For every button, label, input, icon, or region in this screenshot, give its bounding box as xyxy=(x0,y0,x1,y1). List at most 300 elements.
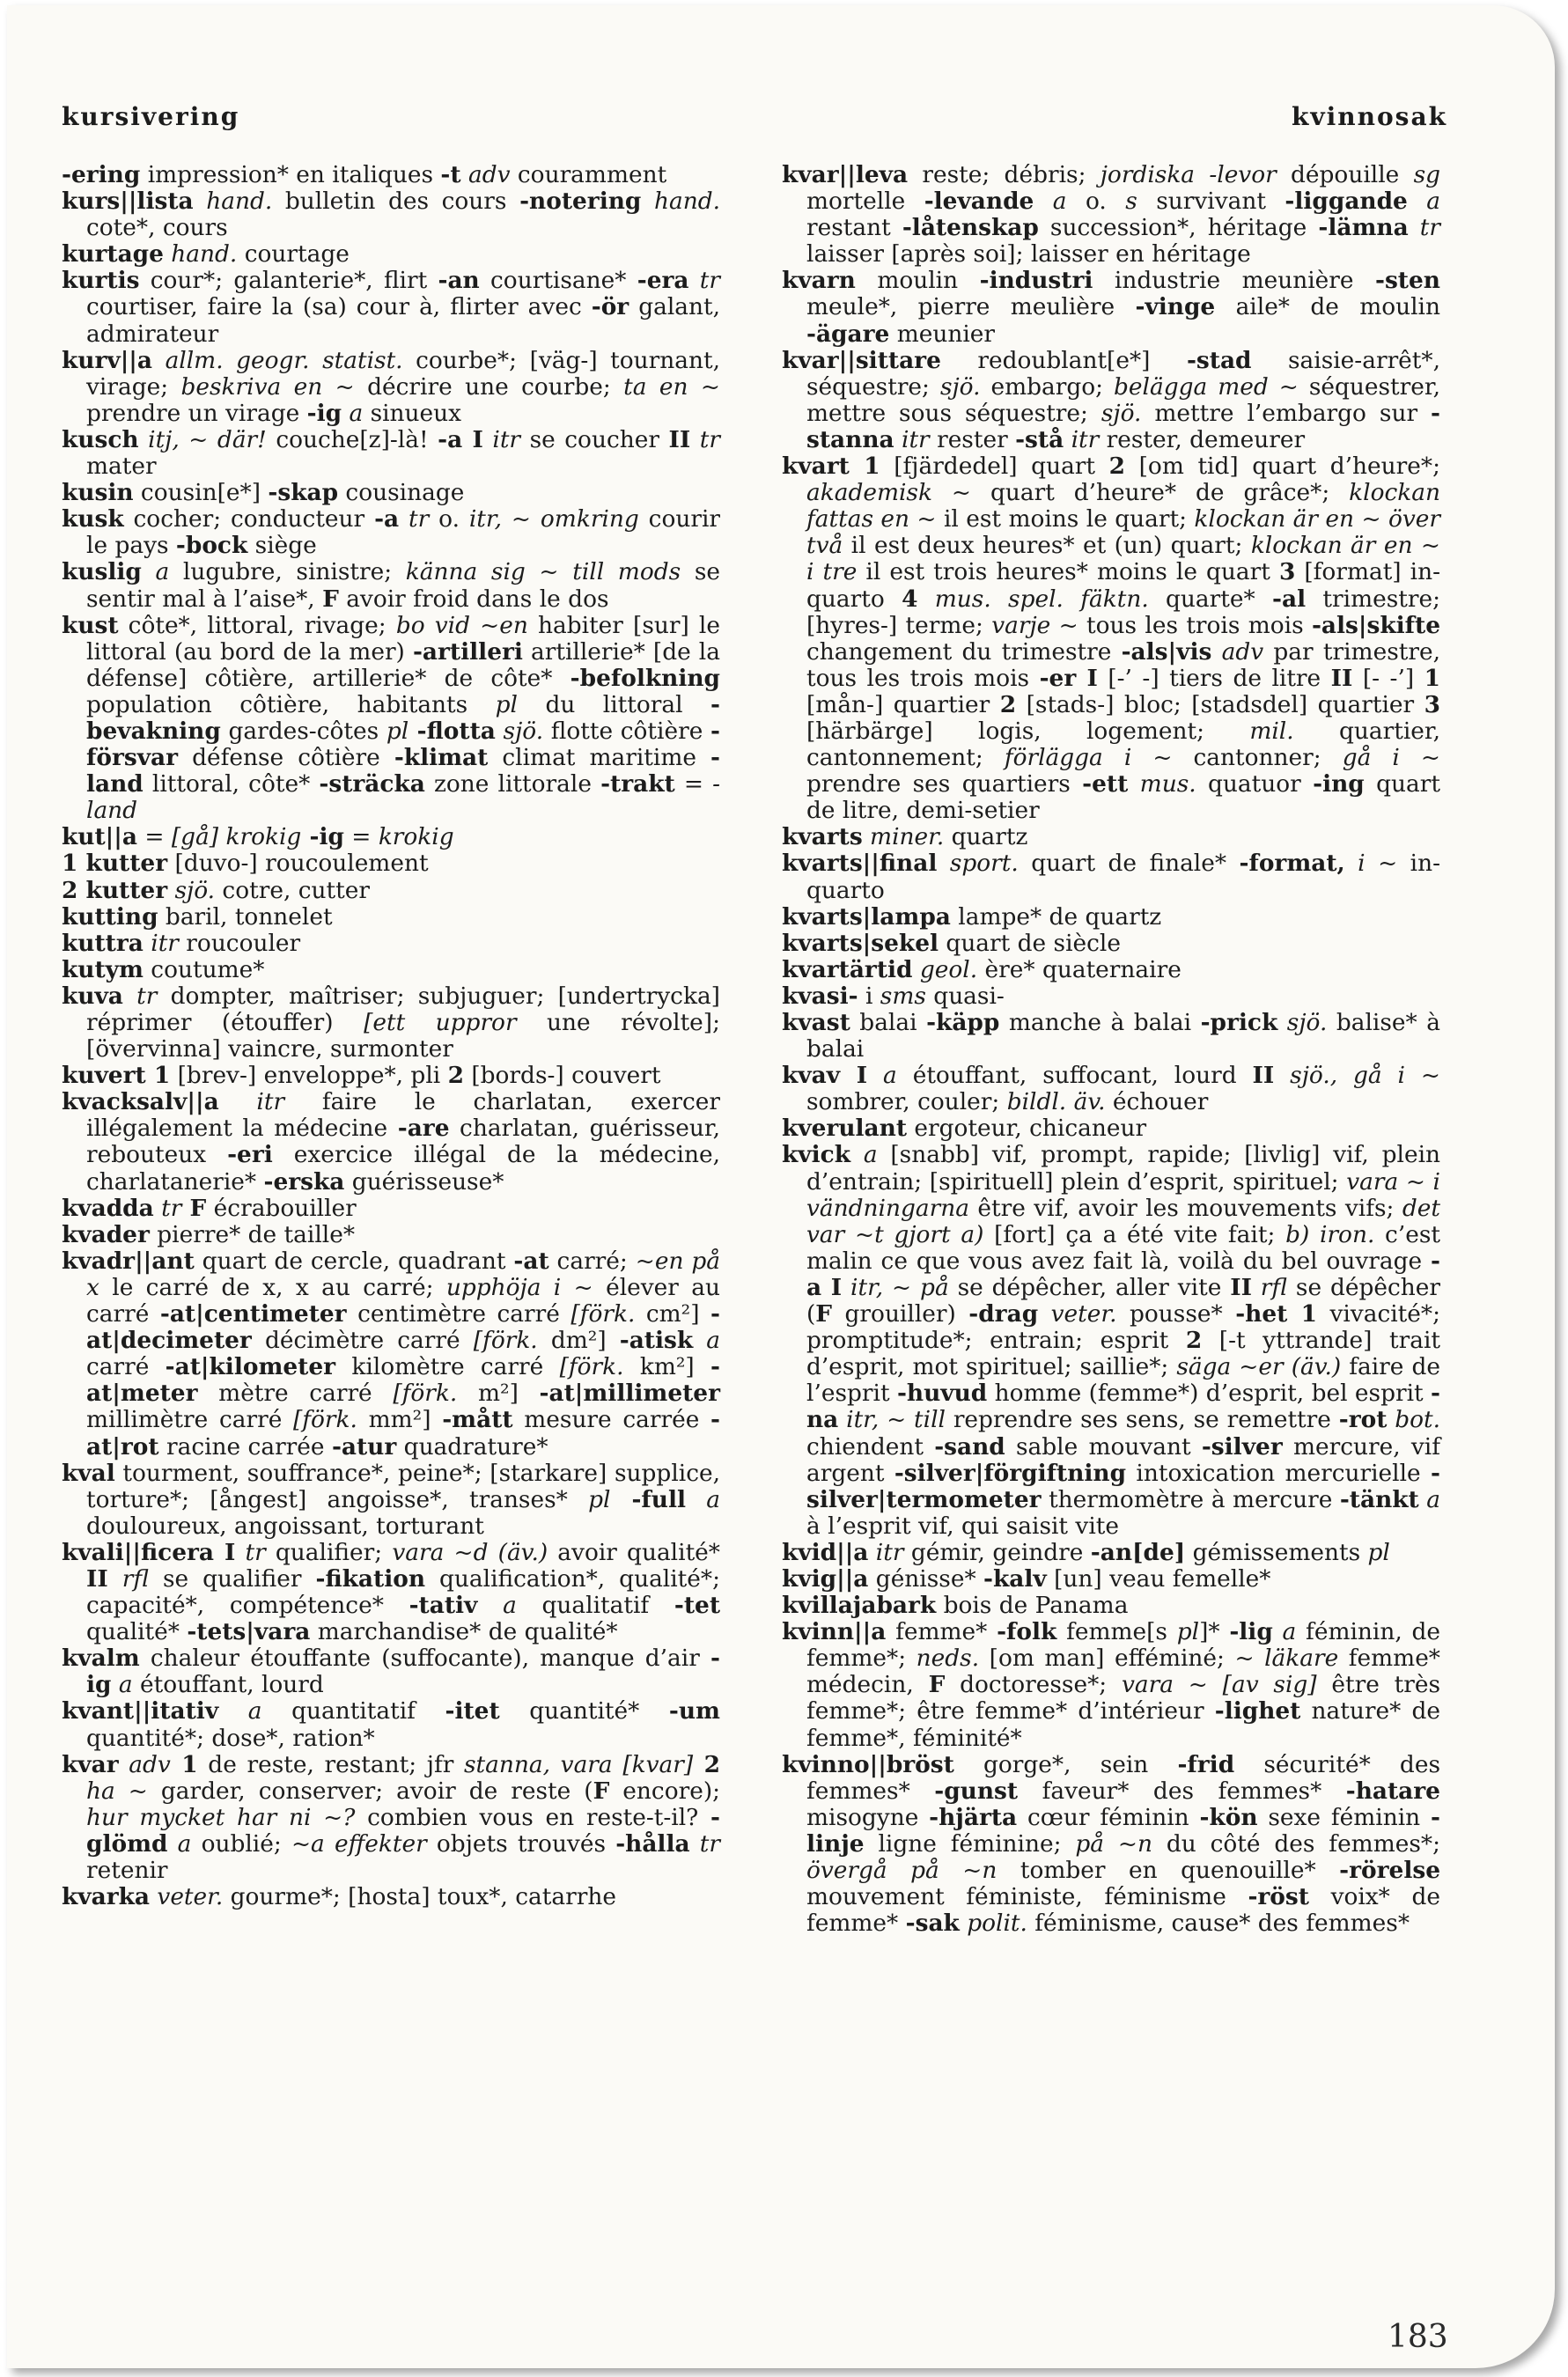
definition-text: se dépêcher ( xyxy=(806,1273,1440,1328)
dictionary-page xyxy=(7,5,1555,2368)
italic-label: mil. xyxy=(1249,717,1294,745)
headword: kvalm xyxy=(62,1645,140,1673)
headword: 1 xyxy=(170,1750,198,1778)
definition-text: être très femme*; être femme* d’intérieur xyxy=(806,1671,1440,1726)
italic-label: bo vid ~en xyxy=(395,611,528,639)
definition-text: défense côtière xyxy=(178,744,394,772)
italic-label: krokig xyxy=(378,823,454,851)
definition-text: se qualifier xyxy=(148,1564,316,1593)
italic-label: sg xyxy=(1413,161,1440,188)
definition-text: thermomètre à mercure xyxy=(1041,1485,1340,1513)
headword: -at|kilometer xyxy=(165,1353,336,1381)
definition-text: aile* de moulin xyxy=(1215,293,1440,321)
dictionary-entry xyxy=(62,983,720,1063)
headword: II xyxy=(1252,1062,1275,1090)
headword: -eri xyxy=(227,1141,273,1169)
definition-text: qualification*, qualité*; capacité*, compétence* xyxy=(86,1564,720,1620)
definition-text: sombrer, couler; xyxy=(806,1088,1007,1116)
definition-text: qualitatif xyxy=(516,1592,674,1620)
italic-label: övergå på ~n xyxy=(806,1857,997,1884)
italic-label: itr xyxy=(894,425,930,453)
headword: kuva xyxy=(62,982,123,1010)
dictionary-entry xyxy=(62,931,720,957)
definition-text: exercice illégal de la médecine, charlatanerie* xyxy=(86,1141,720,1196)
definition-text: i xyxy=(858,982,880,1010)
definition-text: embargo; xyxy=(980,372,1115,401)
definition-text: guérisseuse* xyxy=(344,1167,504,1196)
italic-label: klockan fattas en ~ xyxy=(806,479,1440,534)
headword: -röst xyxy=(1248,1883,1309,1911)
dictionary-entry xyxy=(62,850,720,877)
headword: -stanna xyxy=(806,399,1440,453)
definition-text: courtisane* xyxy=(479,267,637,295)
headword: -hjärta xyxy=(929,1803,1018,1831)
italic-label: a xyxy=(342,399,364,427)
italic-label: allm. geogr. statist. xyxy=(152,346,403,374)
headword: -folk xyxy=(997,1618,1057,1646)
headword: kvast xyxy=(782,1009,850,1036)
dictionary-entry xyxy=(62,904,720,931)
headword: -tet xyxy=(674,1592,721,1620)
definition-text: couramment xyxy=(510,161,667,188)
headword: 2 xyxy=(447,1062,464,1090)
italic-label: a xyxy=(693,1327,721,1355)
definition-text: rester xyxy=(929,425,1016,453)
definition-text: gorge*, sein xyxy=(953,1750,1178,1778)
italic-label: itr xyxy=(218,1088,285,1116)
definition-text: kilomètre carré xyxy=(335,1353,560,1381)
definition-text: courtage xyxy=(237,240,350,269)
headword: kurtis xyxy=(62,267,140,295)
headword: -frid xyxy=(1177,1750,1235,1778)
italic-label: sjö. xyxy=(167,876,216,904)
headword: -a I xyxy=(806,1247,1440,1301)
italic-label: adv xyxy=(1211,637,1264,666)
headword: -sten xyxy=(1375,267,1440,295)
headword: -klimat xyxy=(394,744,489,772)
italic-label: sjö., gå i ~ xyxy=(1274,1062,1441,1090)
definition-text: siège xyxy=(247,532,317,560)
definition-text: nature* de femme*, féminité* xyxy=(806,1697,1440,1752)
definition-text: courir le pays xyxy=(86,505,720,560)
italic-label: pl xyxy=(495,690,518,718)
italic-label: a xyxy=(1272,1618,1297,1646)
italic-label: vara ~d (äv.) xyxy=(392,1538,548,1566)
definition-text: sexe féminin xyxy=(1257,1803,1432,1831)
definition-text: quarte* xyxy=(1148,585,1273,613)
italic-label: adv xyxy=(118,1750,171,1778)
italic-label: hand. xyxy=(641,188,721,216)
definition-text: millimètre carré xyxy=(86,1406,293,1434)
definition-text: gémir, geindre xyxy=(903,1538,1091,1566)
italic-label: klockan är en ~ i tre xyxy=(806,532,1440,586)
italic-label: tr xyxy=(399,505,430,534)
headword: kvillajabark xyxy=(782,1592,937,1620)
definition-text: saisie-arrêt*, séquestre; xyxy=(806,346,1440,401)
definition-text: doctoresse*; xyxy=(945,1671,1122,1699)
definition-text: quantitatif xyxy=(261,1697,445,1726)
definition-text: féminisme, cause* des femmes* xyxy=(1027,1910,1410,1938)
headword: -silver xyxy=(1201,1432,1283,1461)
definition-text: gardes-côtes xyxy=(220,717,386,745)
definition-text: mètre carré xyxy=(197,1380,394,1408)
headword: -rörelse xyxy=(1339,1857,1440,1884)
definition-text: marchandise* de qualité* xyxy=(310,1618,618,1646)
dictionary-entry xyxy=(782,1142,1440,1539)
definition-text: sécurité* des femmes* xyxy=(806,1750,1440,1805)
definition-text: garder, conserver; avoir de reste ( xyxy=(147,1777,593,1805)
definition-text: cocher; conducteur xyxy=(123,505,375,534)
definition-text: mortelle xyxy=(806,188,924,216)
definition-text: gémissements xyxy=(1185,1538,1368,1566)
headword: -erska xyxy=(263,1167,345,1196)
headword: II xyxy=(1330,664,1353,692)
definition-text: [duvo-] roucoulement xyxy=(167,850,429,878)
italic-label: itr, ~ på xyxy=(842,1273,949,1301)
dictionary-entry xyxy=(62,1752,720,1884)
italic-label: [ett uppror xyxy=(364,1009,517,1036)
dictionary-entry xyxy=(62,1540,720,1645)
definition-text: balise* à balai xyxy=(806,1009,1440,1063)
definition-text: femme[s xyxy=(1056,1618,1177,1646)
headword: -atur xyxy=(331,1432,397,1461)
definition-text: ligne féminine; xyxy=(864,1829,1076,1858)
italic-label: sport. xyxy=(937,850,1019,878)
italic-label: tr xyxy=(688,267,720,295)
italic-label: a xyxy=(850,1141,878,1169)
headword: kusk xyxy=(62,505,124,534)
definition-text: étouffant, lourd xyxy=(132,1671,324,1699)
definition-text: misogyne xyxy=(806,1803,930,1831)
italic-label: [förk. xyxy=(571,1300,636,1328)
italic-label: i ~ xyxy=(1344,850,1398,878)
definition-text: combien vous en reste-t-il? xyxy=(355,1803,711,1831)
definition-text: décrire une courbe; xyxy=(354,372,624,401)
definition-text: quart de siècle xyxy=(939,929,1121,957)
definition-text: couche[z]-là! xyxy=(266,425,438,453)
headword: -glömd xyxy=(86,1803,720,1858)
headword: kvar||sittare xyxy=(782,346,941,374)
definition-text: cantonner; xyxy=(1172,744,1343,772)
dictionary-entry xyxy=(62,1222,720,1248)
definition-text: du côté des femmes*; xyxy=(1152,1829,1440,1858)
italic-label: pl xyxy=(1176,1618,1200,1646)
dictionary-entry xyxy=(782,1540,1440,1566)
italic-label: a xyxy=(167,1829,192,1858)
definition-text: centimètre carré xyxy=(346,1300,571,1328)
definition-text: chiendent xyxy=(806,1432,935,1461)
definition-text: bulletin des cours xyxy=(272,188,520,216)
headword: kutym xyxy=(62,955,144,983)
headword: -at|meter xyxy=(86,1353,720,1408)
definition-text: quadrature* xyxy=(396,1432,548,1461)
italic-label: på ~n xyxy=(1075,1829,1152,1858)
headword: -stad xyxy=(1186,346,1252,374)
headword: kvartärtid xyxy=(782,955,913,983)
headword: -silver|termometer xyxy=(806,1459,1440,1513)
definition-text: mercure, vif argent xyxy=(806,1432,1440,1487)
dictionary-entry xyxy=(62,162,720,188)
definition-text: intoxication mercurielle xyxy=(1126,1459,1432,1487)
definition-text: = xyxy=(674,770,713,798)
headword: kurv||a xyxy=(62,346,153,374)
dictionary-entry xyxy=(62,480,720,506)
italic-label: a xyxy=(1034,188,1067,216)
italic-label: a xyxy=(477,1592,517,1620)
dictionary-entry xyxy=(62,1248,720,1461)
definition-text: [om man] efféminé; xyxy=(979,1645,1235,1673)
headword: -at|centimeter xyxy=(159,1300,347,1328)
headword: -sand xyxy=(934,1432,1005,1461)
italic-label: tr xyxy=(153,1194,182,1222)
definition-text: échouer xyxy=(1105,1088,1209,1116)
dictionary-entry xyxy=(782,824,1440,850)
italic-label: a xyxy=(1407,188,1441,216)
headword: -t xyxy=(440,161,461,188)
italic-label: pl xyxy=(386,717,409,745)
headword: kvar xyxy=(62,1750,119,1778)
headword: kvav I xyxy=(782,1062,868,1090)
headword: -an xyxy=(438,267,480,295)
headword: -käpp xyxy=(926,1009,1000,1036)
italic-label: mus. xyxy=(1128,770,1196,798)
headword: -industri xyxy=(979,267,1093,295)
definition-text: homme (femme*) d’esprit, bel esprit xyxy=(987,1380,1432,1408)
dictionary-entry xyxy=(782,1115,1440,1142)
definition-text: se coucher xyxy=(520,425,669,453)
headword: 2 xyxy=(1185,1327,1203,1355)
italic-label: vara ~ i vändningarna xyxy=(806,1167,1440,1222)
definition-text: laisser [après soi]; laisser en héritage xyxy=(806,240,1251,269)
definition-text: pierre* de taille* xyxy=(149,1220,356,1248)
definition-text: tomber en quenouille* xyxy=(997,1857,1340,1884)
headword: F xyxy=(322,585,339,613)
headword: kvacksalv||a xyxy=(62,1088,219,1116)
headword: -ett xyxy=(1082,770,1129,798)
definition-text: o. xyxy=(429,505,469,534)
definition-text: il est moins le quart; xyxy=(936,505,1195,534)
definition-text: quart d’heure* de grâce*; xyxy=(971,479,1350,507)
definition-text: balai xyxy=(850,1009,927,1036)
headword: kusin xyxy=(62,479,134,507)
definition-text: courbe*; [väg-] tournant, virage; xyxy=(86,346,720,401)
headword: -er I xyxy=(1039,664,1098,692)
definition-text: mater xyxy=(86,453,157,481)
definition-text: reprendre ses sens, se remettre xyxy=(945,1406,1339,1434)
definition-text: carré; xyxy=(548,1247,636,1275)
headword: 2 kutter xyxy=(62,876,168,904)
headword: kvinno||bröst xyxy=(782,1750,954,1778)
headword: -notering xyxy=(519,188,642,216)
headword: II xyxy=(1230,1273,1252,1301)
headword: -full xyxy=(610,1485,687,1513)
headword: kvarts xyxy=(782,823,863,851)
definition-text: quantité*; dose*, ration* xyxy=(86,1724,375,1752)
headword: -itet xyxy=(445,1697,500,1726)
italic-label: känna sig ~ till mods xyxy=(405,558,681,586)
definition-text: littoral, côte* xyxy=(143,770,320,798)
definition-text: [bords-] couvert xyxy=(463,1062,661,1090)
definition-text: cousinage xyxy=(338,479,465,507)
definition-text: cotre, cutter xyxy=(215,876,370,904)
headword: kust xyxy=(62,611,119,639)
definition-text: baril, tonnelet xyxy=(158,902,333,931)
definition-text: il est trois heures* moins le quart xyxy=(857,558,1279,586)
headword: kvader xyxy=(62,1220,150,1248)
definition-text: vivacité*; promptitude*; entrain; esprit xyxy=(806,1300,1440,1355)
italic-label: ~ läkare xyxy=(1234,1645,1339,1673)
headword: -kalv xyxy=(983,1564,1047,1593)
headword: kvarts|sekel xyxy=(782,929,939,957)
headword: -at xyxy=(513,1247,549,1275)
definition-text: chaleur étouffante (suffocante), manque d’air xyxy=(139,1645,711,1673)
headword: -bock xyxy=(175,532,248,560)
definition-text: côte*, littoral, rivage; xyxy=(118,611,396,639)
headword: -format, xyxy=(1239,850,1345,878)
definition-text: lampe* de quartz xyxy=(950,902,1162,931)
dictionary-entry xyxy=(782,850,1440,903)
headword: -linje xyxy=(806,1803,1440,1858)
dictionary-entry xyxy=(782,1010,1440,1063)
headword: 2 xyxy=(693,1750,720,1778)
definition-text: [mån-] quartier xyxy=(806,690,1000,718)
italic-label: adv xyxy=(460,161,511,188)
definition-text: encore); xyxy=(609,1777,721,1805)
headword: -ig xyxy=(306,399,342,427)
definition-text: meunier xyxy=(889,320,996,348)
headword: -are xyxy=(397,1115,450,1143)
dictionary-entry xyxy=(782,931,1440,957)
definition-text: oublié; xyxy=(191,1829,291,1858)
headword: -at|decimeter xyxy=(86,1300,720,1355)
definition-text: génisse* xyxy=(868,1564,984,1593)
headword: kval xyxy=(62,1459,115,1487)
headword: -rot xyxy=(1338,1406,1388,1434)
italic-label: itr xyxy=(868,1538,904,1566)
definition-text: quasi- xyxy=(925,982,1005,1010)
headword: 3 xyxy=(1278,558,1296,586)
italic-label: itr, ~ omkring xyxy=(468,505,639,534)
definition-text: rester, demeurer xyxy=(1099,425,1306,453)
italic-label: [förk. xyxy=(559,1353,624,1381)
headword: 1 xyxy=(1424,664,1441,692)
definition-text: féminin, de femme*; xyxy=(806,1618,1440,1673)
dictionary-entry xyxy=(782,1063,1440,1115)
italic-label: rfl xyxy=(1251,1273,1288,1301)
definition-text: population côtière, habitants xyxy=(86,690,496,718)
definition-text: succession*, héritage xyxy=(1038,214,1319,242)
dictionary-entry xyxy=(782,1566,1440,1593)
italic-label: tr xyxy=(1408,214,1441,242)
headword: F xyxy=(593,1777,610,1805)
definition-text: ergoteur, chicaneur xyxy=(907,1115,1147,1143)
italic-label: itj, ~ där! xyxy=(138,425,267,453)
definition-text: flotte côtière xyxy=(543,717,711,745)
definition-text: du littoral xyxy=(518,690,711,718)
definition-text: élever au carré xyxy=(86,1273,721,1328)
italic-label: beskriva en ~ xyxy=(180,372,355,401)
definition-text: pousse* xyxy=(1116,1300,1236,1328)
definition-text: sable mouvant xyxy=(1005,1432,1202,1461)
dictionary-entry xyxy=(782,453,1440,824)
headword: kvinn||a xyxy=(782,1618,887,1646)
dictionary-entry xyxy=(62,427,720,480)
headword: -na xyxy=(806,1380,1440,1434)
definition-text: impression* en italiques xyxy=(140,161,441,188)
headword: 2 xyxy=(999,690,1017,718)
italic-label: rfl xyxy=(107,1564,149,1593)
headword: kvadr||ant xyxy=(62,1247,195,1275)
dictionary-entry xyxy=(62,957,720,983)
definition-text: sinueux xyxy=(363,399,462,427)
definition-text: quart de litre, demi-setier xyxy=(806,770,1440,825)
headword: -als|vis xyxy=(1121,637,1212,666)
italic-label: itr xyxy=(482,425,521,453)
italic-label: förlägga i ~ xyxy=(1004,744,1173,772)
italic-label: vara ~ [av sig] xyxy=(1121,1671,1317,1699)
italic-label: tr xyxy=(690,425,720,453)
definition-text: quartier, cantonnement; xyxy=(806,717,1440,772)
headword: kvant||itativ xyxy=(62,1697,219,1726)
definition-text: cœur féminin xyxy=(1017,1803,1200,1831)
definition-text: mesure carrée xyxy=(512,1406,711,1434)
headword: -era xyxy=(637,267,689,295)
headword: -ör xyxy=(591,293,629,321)
headword: -gunst xyxy=(934,1777,1019,1805)
definition-text: quatuor xyxy=(1196,770,1314,798)
headword: -skap xyxy=(268,479,339,507)
definition-text: tous les trois mois xyxy=(1078,611,1312,639)
definition-text: quantité* xyxy=(499,1697,669,1726)
italic-label: polit. xyxy=(959,1910,1027,1938)
definition-text: être vif, avoir les mouvements vifs; xyxy=(968,1194,1402,1222)
italic-label: stanna, vara [kvar] xyxy=(464,1750,694,1778)
definition-text: cm²] xyxy=(635,1300,711,1328)
headword: kvart 1 xyxy=(782,453,880,481)
italic-label: a xyxy=(1418,1485,1440,1513)
dictionary-entry xyxy=(62,348,720,427)
definition-text: zone littorale xyxy=(424,770,601,798)
right-column xyxy=(782,162,1440,1937)
definition-text: quart de finale* xyxy=(1018,850,1240,878)
definition-text: = xyxy=(343,823,379,851)
definition-text: trimestre; [hyres-] terme; xyxy=(806,585,1441,639)
definition-text: étouffant, suffocant, lourd xyxy=(896,1062,1253,1090)
italic-label: geol. xyxy=(912,955,978,983)
headword: -huvud xyxy=(896,1380,988,1408)
headword: -tativ xyxy=(409,1592,478,1620)
italic-label: s xyxy=(1125,188,1137,216)
italic-label: [förk. xyxy=(292,1406,357,1434)
dictionary-entry xyxy=(62,613,720,825)
headword: kvick xyxy=(782,1141,850,1169)
headword: kuttra xyxy=(62,929,144,957)
definition-text: mettre l’embargo sur xyxy=(1141,399,1432,427)
definition-text: m²] xyxy=(457,1380,540,1408)
dictionary-entry xyxy=(782,957,1440,983)
definition-text: quart de cercle, quadrant xyxy=(194,1247,514,1275)
definition-text: femme* xyxy=(886,1618,997,1646)
headword: -bevakning xyxy=(86,690,720,745)
dictionary-entry xyxy=(62,878,720,904)
definition-text: industrie meunière xyxy=(1093,267,1375,295)
definition-text: [stads-] bloc; [stadsdel] quartier xyxy=(1016,690,1424,718)
definition-text: grouiller) xyxy=(832,1300,969,1328)
dictionary-entry xyxy=(62,1645,720,1698)
dictionary-entry xyxy=(782,268,1440,347)
italic-label: hand. xyxy=(193,188,273,216)
definition-text: décimètre carré xyxy=(251,1327,474,1355)
